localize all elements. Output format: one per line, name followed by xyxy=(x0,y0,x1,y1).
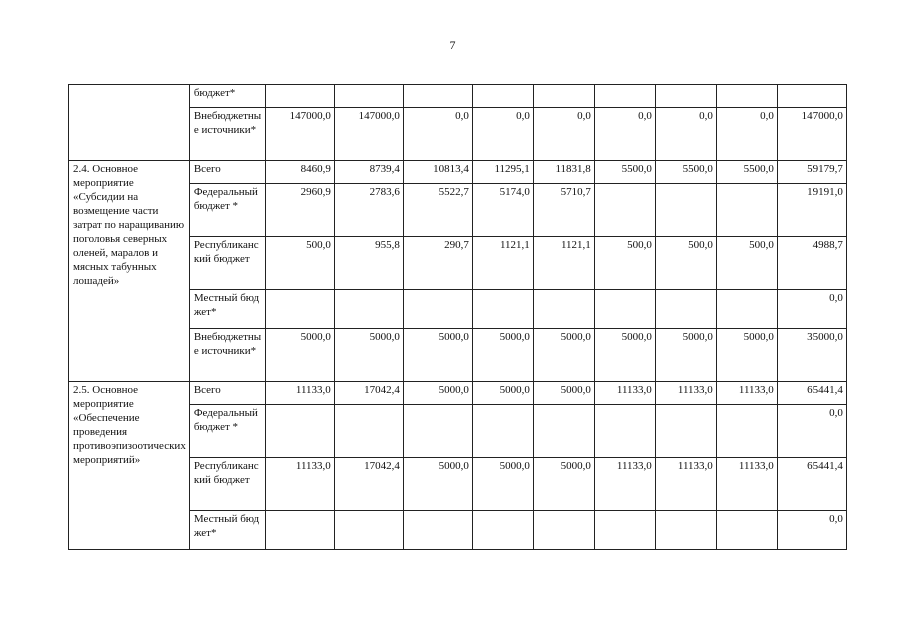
year-value-cell xyxy=(472,511,533,550)
year-value-cell: 2783,6 xyxy=(334,184,403,237)
year-value-cell: 0,0 xyxy=(594,108,655,161)
year-value-cell xyxy=(533,85,594,108)
total-value-cell: 0,0 xyxy=(777,405,846,458)
total-value-cell: 19191,0 xyxy=(777,184,846,237)
year-value-cell: 5000,0 xyxy=(472,458,533,511)
year-value-cell xyxy=(472,405,533,458)
year-value-cell: 11295,1 xyxy=(472,161,533,184)
funding-source-cell: Федеральный бюджет * xyxy=(189,184,265,237)
year-value-cell: 5500,0 xyxy=(655,161,716,184)
year-value-cell xyxy=(655,511,716,550)
year-value-cell: 11133,0 xyxy=(265,382,334,405)
year-value-cell xyxy=(334,511,403,550)
funding-source-cell: Внебюджетные источники* xyxy=(189,329,265,382)
year-value-cell: 5000,0 xyxy=(403,329,472,382)
total-value-cell: 65441,4 xyxy=(777,458,846,511)
year-value-cell xyxy=(716,85,777,108)
year-value-cell: 5000,0 xyxy=(533,329,594,382)
measure-cell: 2.5. Основное мероприятие «Обеспечение проведения противоэпизоотических мероприятий» xyxy=(69,382,190,550)
year-value-cell: 290,7 xyxy=(403,237,472,290)
year-value-cell: 500,0 xyxy=(594,237,655,290)
year-value-cell: 500,0 xyxy=(716,237,777,290)
year-value-cell xyxy=(716,405,777,458)
year-value-cell xyxy=(594,511,655,550)
year-value-cell xyxy=(472,85,533,108)
year-value-cell: 11133,0 xyxy=(594,382,655,405)
year-value-cell: 147000,0 xyxy=(265,108,334,161)
total-value-cell: 147000,0 xyxy=(777,108,846,161)
year-value-cell: 0,0 xyxy=(533,108,594,161)
year-value-cell xyxy=(403,85,472,108)
year-value-cell xyxy=(533,405,594,458)
year-value-cell: 5000,0 xyxy=(334,329,403,382)
year-value-cell: 0,0 xyxy=(472,108,533,161)
funding-source-cell: бюджет* xyxy=(189,85,265,108)
funding-source-cell: Всего xyxy=(189,161,265,184)
year-value-cell xyxy=(716,290,777,329)
year-value-cell: 11133,0 xyxy=(594,458,655,511)
year-value-cell xyxy=(655,184,716,237)
year-value-cell: 11831,8 xyxy=(533,161,594,184)
funding-source-cell: Местный бюджет* xyxy=(189,511,265,550)
total-value-cell: 4988,7 xyxy=(777,237,846,290)
year-value-cell xyxy=(334,290,403,329)
year-value-cell xyxy=(594,85,655,108)
funding-source-cell: Республиканский бюджет xyxy=(189,237,265,290)
year-value-cell: 955,8 xyxy=(334,237,403,290)
year-value-cell: 8739,4 xyxy=(334,161,403,184)
funding-source-cell: Федеральный бюджет * xyxy=(189,405,265,458)
year-value-cell xyxy=(655,290,716,329)
year-value-cell: 5000,0 xyxy=(594,329,655,382)
year-value-cell: 11133,0 xyxy=(265,458,334,511)
year-value-cell: 5000,0 xyxy=(716,329,777,382)
year-value-cell: 0,0 xyxy=(655,108,716,161)
year-value-cell xyxy=(655,85,716,108)
total-value-cell: 0,0 xyxy=(777,290,846,329)
total-value-cell xyxy=(777,85,846,108)
total-value-cell: 65441,4 xyxy=(777,382,846,405)
measure-cell xyxy=(69,85,190,161)
year-value-cell: 5000,0 xyxy=(472,329,533,382)
year-value-cell: 500,0 xyxy=(265,237,334,290)
year-value-cell: 1121,1 xyxy=(472,237,533,290)
year-value-cell: 147000,0 xyxy=(334,108,403,161)
year-value-cell: 10813,4 xyxy=(403,161,472,184)
total-value-cell: 35000,0 xyxy=(777,329,846,382)
year-value-cell xyxy=(265,85,334,108)
year-value-cell: 11133,0 xyxy=(716,458,777,511)
year-value-cell: 2960,9 xyxy=(265,184,334,237)
measure-cell: 2.4. Основное мероприятие «Субсидии на возмещение части затрат по наращиванию поголовья северных оленей, маралов и мясных табунных лошадей» xyxy=(69,161,190,382)
year-value-cell xyxy=(265,511,334,550)
year-value-cell xyxy=(594,184,655,237)
budget-table xyxy=(68,84,847,550)
year-value-cell: 11133,0 xyxy=(655,382,716,405)
year-value-cell: 5710,7 xyxy=(533,184,594,237)
year-value-cell: 1121,1 xyxy=(533,237,594,290)
year-value-cell xyxy=(533,511,594,550)
table-row xyxy=(69,161,847,184)
year-value-cell xyxy=(334,85,403,108)
year-value-cell: 0,0 xyxy=(403,108,472,161)
year-value-cell: 5000,0 xyxy=(533,458,594,511)
year-value-cell: 5522,7 xyxy=(403,184,472,237)
year-value-cell xyxy=(716,184,777,237)
page-number: 7 xyxy=(449,38,456,52)
year-value-cell: 5000,0 xyxy=(655,329,716,382)
year-value-cell: 5000,0 xyxy=(403,458,472,511)
year-value-cell xyxy=(472,290,533,329)
table-row xyxy=(69,382,847,405)
year-value-cell xyxy=(594,405,655,458)
year-value-cell xyxy=(334,405,403,458)
year-value-cell xyxy=(265,405,334,458)
year-value-cell: 5000,0 xyxy=(403,382,472,405)
funding-source-cell: Внебюджетные источники* xyxy=(189,108,265,161)
funding-source-cell: Местный бюджет* xyxy=(189,290,265,329)
year-value-cell: 17042,4 xyxy=(334,458,403,511)
year-value-cell: 5174,0 xyxy=(472,184,533,237)
year-value-cell: 11133,0 xyxy=(716,382,777,405)
table-row xyxy=(69,85,847,108)
year-value-cell: 5000,0 xyxy=(265,329,334,382)
year-value-cell xyxy=(533,290,594,329)
year-value-cell xyxy=(265,290,334,329)
funding-source-cell: Республиканский бюджет xyxy=(189,458,265,511)
year-value-cell xyxy=(403,405,472,458)
year-value-cell: 5000,0 xyxy=(533,382,594,405)
total-value-cell: 0,0 xyxy=(777,511,846,550)
year-value-cell xyxy=(716,511,777,550)
year-value-cell: 11133,0 xyxy=(655,458,716,511)
year-value-cell: 500,0 xyxy=(655,237,716,290)
year-value-cell xyxy=(655,405,716,458)
year-value-cell: 5500,0 xyxy=(594,161,655,184)
funding-source-cell: Всего xyxy=(189,382,265,405)
year-value-cell: 0,0 xyxy=(716,108,777,161)
year-value-cell xyxy=(403,290,472,329)
year-value-cell: 8460,9 xyxy=(265,161,334,184)
total-value-cell: 59179,7 xyxy=(777,161,846,184)
year-value-cell: 5500,0 xyxy=(716,161,777,184)
year-value-cell xyxy=(403,511,472,550)
year-value-cell: 5000,0 xyxy=(472,382,533,405)
year-value-cell: 17042,4 xyxy=(334,382,403,405)
year-value-cell xyxy=(594,290,655,329)
